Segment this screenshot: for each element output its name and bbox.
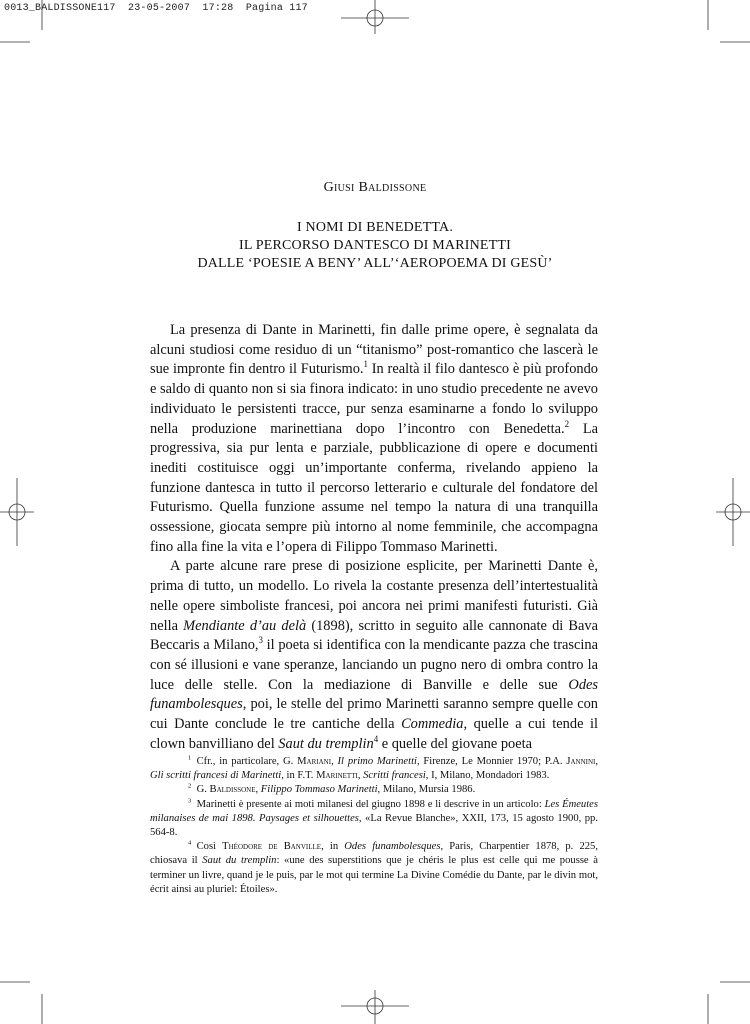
italic-title: Les Émeutes milanaises de mai 1898. Paysages et silhouettes <box>150 798 598 824</box>
author-name: Baldissone <box>209 784 256 796</box>
text-run: , Paris, Charpentier 1878, p. 225, chiosava il <box>150 841 599 867</box>
text-run: , in <box>321 841 345 853</box>
footnote-number: 4 <box>188 839 192 847</box>
text-run: G. <box>196 784 210 796</box>
italic-title: Il primo Marinetti <box>337 756 417 767</box>
text-run: A parte alcune rare prese di posizione esplicite, per Marinetti Dante è, prima di tutto, un modello. Lo rivela la costante presenza dell’intertestualità nelle opere simboliste francesi, poi ancora nei primi manifesti futuristi. Già nella <box>150 558 598 634</box>
text-run: , <box>255 784 261 796</box>
paragraph <box>150 557 598 754</box>
paragraph <box>150 321 598 557</box>
text-run: e quelle del giovane poeta <box>378 735 532 752</box>
footnote-number: 3 <box>188 797 192 805</box>
italic-title: Filippo Tommaso Marinetti <box>260 784 378 796</box>
author-name: Mariani <box>297 756 332 767</box>
author-name: Jannini <box>566 756 596 767</box>
italic-title: Commedia <box>401 716 464 733</box>
text-run: Così <box>196 841 223 853</box>
footnote-ref: 1 <box>363 359 368 370</box>
text-run: (1898), scritto in seguito alle cannonate di Bava Beccaris a Milano, <box>150 617 598 654</box>
text-run: , Milano, Mursia 1986. <box>377 784 476 796</box>
footnote-ref: 3 <box>258 635 263 646</box>
italic-title: Odes funambolesques <box>150 676 598 713</box>
text-run: il poeta si identifica con la mendicante pazza che trascina con sé illusioni e vane speranze, lanciando un pugno nero di ombra contro la luce delle stelle. Con la mediazione di Banville e delle sue <box>150 637 598 693</box>
italic-title: Saut du tremplin <box>202 855 277 867</box>
text-run: La progressiva, sia pur lenta e parziale, pubblicazione di opere e documenti inediti costituisce oggi un’importante conferma, rivelando appieno la funzione dantesca in tutto il percorso letterario e culturale del fondatore del Futurismo. Quella funzione assume nel tempo la natura di una tranquilla ossessione, giocata sempre più intorno al nome femminile, che accompagna fino alla fine la vita e l’opera di Filippo Tommaso Marinetti. <box>150 420 598 555</box>
text-run: , I, Milano, Mondadori 1983. <box>425 770 550 782</box>
author-name: Théodore de Banville <box>222 841 322 853</box>
author-name: Marinetti <box>316 770 358 782</box>
text-run: , quelle a cui tende il clown banvilliano del <box>150 716 598 752</box>
article-title <box>0 219 750 273</box>
italic-title: Saut du tremplin <box>278 735 374 752</box>
title-line: IL PERCORSO DANTESCO DI MARINETTI <box>238 238 512 253</box>
italic-title: Odes funambolesques <box>344 841 441 853</box>
print-slug: 0013_BALDISSONE117 23-05-2007 17:28 Pagina 117 <box>4 3 308 14</box>
text-run: , <box>595 756 599 767</box>
text-run: In realtà il filo dantesco è più profondo e saldo di quanto non si sia finora indicato: in uno studio precedente ne avevo individuato le persistenti tracce, pur senza esaminarne a fondo lo sviluppo nella produzione marinettiana dopo l’incontro con Benedetta. <box>150 361 598 437</box>
footnote <box>150 798 598 841</box>
footnote-number: 1 <box>188 754 192 762</box>
text-run: Marinetti è presente ai moti milanesi del giugno 1898 e li descrive in un articolo: <box>196 798 545 810</box>
article-author: Giusi Baldissone <box>323 180 427 195</box>
text-run: La presenza di Dante in Marinetti, fin dalle prime opere, è segnalata da alcuni studiosi come residuo di un “titanismo” post-romantico che lascerà le sue impronte fin dentro il Futurismo. <box>150 322 598 378</box>
italic-title: Mendiante d’au delà <box>183 617 307 634</box>
footnote-ref: 2 <box>564 418 570 429</box>
title-line: DALLE ‘POESIE A BENY’ ALL’‘AEROPOEMA DI GESÙ’ <box>197 256 553 271</box>
text-run: , in F.T. <box>281 770 317 782</box>
italic-title: Scritti francesi <box>363 770 426 782</box>
footnote <box>150 783 598 797</box>
footnote-number: 2 <box>188 782 192 790</box>
footnotes <box>150 755 598 897</box>
text-run: , poi, le stelle del primo Marinetti saranno sempre quelle con cui Dante conclude le tre cantiche della <box>150 696 598 733</box>
text-run: , <box>357 770 364 782</box>
text-run: , «La Revue Blanche», XXII, 173, 15 agosto 1900, pp. 564-8. <box>150 812 598 839</box>
text-run: , <box>331 756 338 767</box>
italic-title: Gli scritti francesi di Marinetti <box>150 770 282 782</box>
text-run: : «une des superstitions que je chéris le plus est celle qui me pousse à terminer un livre, quand je le puis, par le mot qui termine La Divine Comédie du Dante, par le divin mot, écrit ainsi au pluriel: Étoiles». <box>150 855 598 895</box>
text-run: Cfr., in particolare, G. <box>196 756 298 767</box>
footnote <box>150 840 598 897</box>
title-line: I NOMI DI BENEDETTA. <box>296 220 454 235</box>
footnote <box>150 755 598 783</box>
footnote-ref: 4 <box>373 733 379 744</box>
body-text <box>150 321 598 754</box>
text-run: , Firenze, Le Monnier 1970; P.A. <box>416 756 567 767</box>
